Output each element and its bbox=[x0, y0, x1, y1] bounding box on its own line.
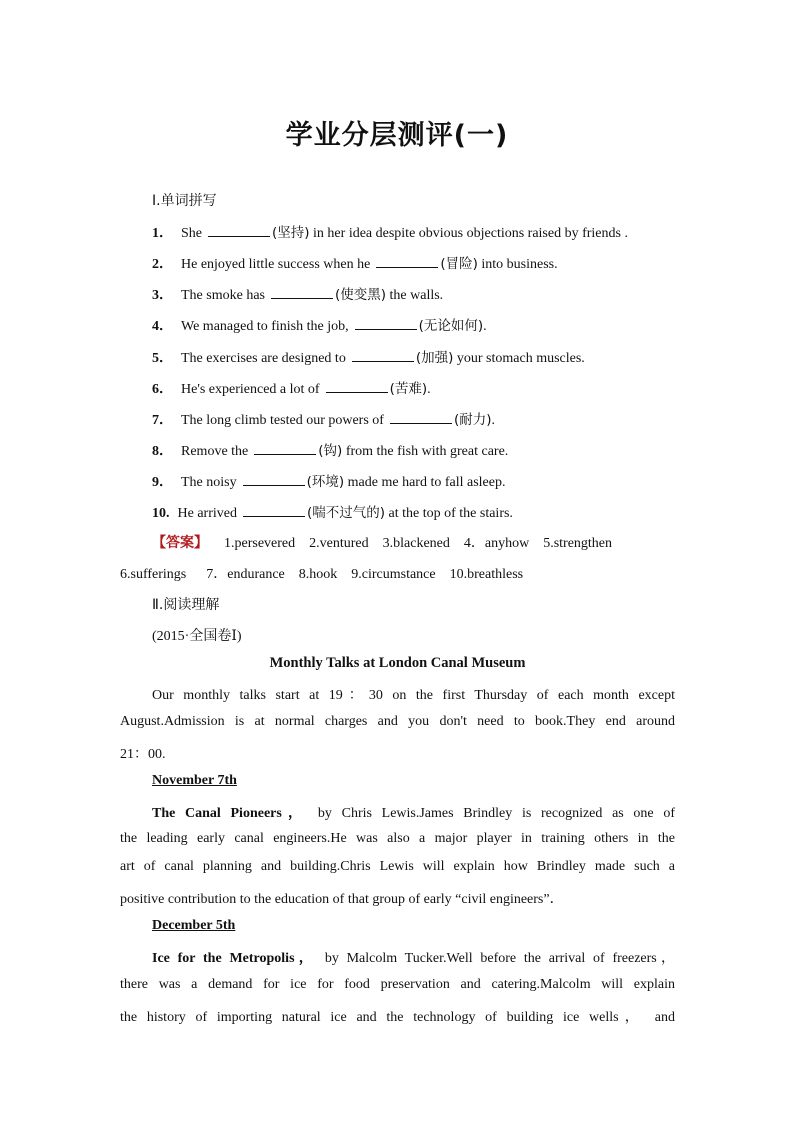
answer-line-2 bbox=[120, 563, 675, 583]
question-text-after: into business. bbox=[481, 257, 558, 272]
question-number: 1． bbox=[152, 226, 173, 241]
question-number: 8． bbox=[152, 444, 173, 459]
question-2 bbox=[152, 252, 675, 273]
answer-item: 2.ventured bbox=[309, 536, 369, 551]
talk-line: there was a demand for ice for food preservation and catering.Malcolm will explain bbox=[120, 977, 675, 992]
question-hint: (冒险) bbox=[440, 256, 478, 272]
answer-blank bbox=[355, 317, 417, 330]
question-text-after: . bbox=[427, 382, 431, 397]
answer-item: 8.hook bbox=[298, 567, 338, 582]
question-text-after: made me hard to fall asleep. bbox=[347, 475, 506, 490]
question-text-after: from the fish with great care. bbox=[345, 444, 509, 459]
question-hint: (耐力) bbox=[453, 412, 492, 428]
question-text-before: He enjoyed little success when he bbox=[181, 257, 371, 272]
section-2-heading: Ⅱ.阅读理解 bbox=[152, 597, 220, 613]
intro-line: Our monthly talks start at 19：30 on the first Thursday of each month except bbox=[152, 688, 675, 703]
question-hint: (坚持) bbox=[272, 225, 310, 241]
answer-item: 4．anyhow bbox=[463, 536, 530, 551]
answer-item: 3.blackened bbox=[382, 536, 450, 551]
talk-name: Ice for the Metropolis， bbox=[152, 951, 318, 966]
talk-date-text: December 5th bbox=[152, 918, 236, 933]
page-title: 学业分层测评(一) bbox=[285, 120, 509, 151]
question-number: 2． bbox=[152, 257, 173, 272]
answer-item: 9.circumstance bbox=[351, 567, 436, 582]
question-text-before: He's experienced a lot of bbox=[181, 382, 320, 397]
answer-item: 5.strengthen bbox=[543, 536, 613, 551]
question-number: 7． bbox=[152, 413, 173, 428]
question-hint: (使变黑) bbox=[334, 287, 387, 303]
intro-line: August.Admission is at normal charges and you don't need to book.They end around bbox=[120, 714, 675, 729]
question-number: 10. bbox=[152, 506, 170, 521]
talk-line: the history of importing natural ice and the technology of building ice wells， and bbox=[120, 1010, 675, 1025]
question-number: 9． bbox=[152, 475, 173, 490]
question-text-after: in her idea despite obvious objections raised by friends . bbox=[313, 226, 628, 241]
answer-blank bbox=[390, 411, 452, 424]
answer-blank bbox=[326, 380, 388, 393]
answer-blank bbox=[243, 504, 305, 517]
question-text-after: . bbox=[483, 319, 487, 334]
question-hint: (无论如何) bbox=[418, 318, 484, 334]
passage-title: Monthly Talks at London Canal Museum bbox=[269, 655, 526, 671]
answer-blank bbox=[352, 349, 414, 362]
question-10 bbox=[152, 501, 675, 522]
answer-blank bbox=[271, 286, 333, 299]
intro-line: 21：00. bbox=[120, 747, 166, 762]
question-number: 3． bbox=[152, 288, 173, 303]
question-text-before: The smoke has bbox=[181, 288, 265, 303]
answer-blank bbox=[254, 442, 316, 455]
question-4 bbox=[152, 314, 675, 335]
question-hint: (加强) bbox=[415, 350, 454, 366]
talk-line: the leading early canal engineers.He was also a major player in training others in the bbox=[120, 831, 675, 846]
answer-item: 10.breathless bbox=[449, 567, 524, 582]
question-text-before: Remove the bbox=[181, 444, 249, 459]
question-text-before: We managed to finish the job, bbox=[181, 319, 349, 334]
question-text-before: The long climb tested our powers of bbox=[181, 413, 384, 428]
talk-name: The Canal Pioneers， bbox=[152, 806, 309, 821]
question-hint: (环境) bbox=[306, 474, 345, 490]
question-hint: (苦难) bbox=[389, 381, 428, 397]
question-7 bbox=[152, 408, 675, 429]
answer-item: 6.sufferings bbox=[120, 567, 187, 582]
answer-item: 1.persevered bbox=[224, 536, 296, 551]
question-hint: (钩) bbox=[318, 443, 343, 459]
talk-date bbox=[152, 918, 675, 934]
question-hint: (喘不过气的) bbox=[306, 505, 386, 521]
answer-line-1 bbox=[152, 532, 675, 552]
answer-blank bbox=[376, 255, 438, 268]
talk-first-line bbox=[152, 947, 675, 967]
question-number: 6． bbox=[152, 382, 173, 397]
question-text-after: at the top of the stairs. bbox=[388, 506, 513, 521]
answer-blank bbox=[208, 224, 270, 237]
question-6 bbox=[152, 377, 675, 398]
question-9 bbox=[152, 470, 675, 491]
passage-source: (2015·全国卷Ⅰ) bbox=[152, 629, 242, 644]
question-3 bbox=[152, 283, 675, 304]
question-text-before: The noisy bbox=[181, 475, 237, 490]
talk-date-text: November 7th bbox=[152, 773, 237, 788]
question-text-before: The exercises are designed to bbox=[181, 351, 346, 366]
answer-item: 7．endurance bbox=[206, 567, 285, 582]
talk-text: by Malcolm Tucker.Well before the arrival of freezers， bbox=[324, 951, 676, 966]
answer-label: 【答案】 bbox=[152, 535, 208, 551]
question-text-before: He arrived bbox=[177, 506, 237, 521]
answer-blank bbox=[243, 473, 305, 486]
question-text-after: your stomach muscles. bbox=[456, 351, 585, 366]
question-1 bbox=[152, 221, 675, 242]
talk-first-line bbox=[152, 802, 675, 822]
question-number: 5． bbox=[152, 351, 173, 366]
talk-line: positive contribution to the education of that group of early “civil engineers”． bbox=[120, 892, 564, 907]
question-number: 4． bbox=[152, 319, 173, 334]
talk-text: by Chris Lewis.James Brindley is recognized as one of bbox=[317, 806, 676, 821]
talk-line: art of canal planning and building.Chris Lewis will explain how Brindley made such a bbox=[120, 859, 675, 874]
question-text-after: the walls. bbox=[389, 288, 444, 303]
talk-date bbox=[152, 773, 675, 789]
question-5 bbox=[152, 346, 675, 367]
question-text-before: She bbox=[181, 226, 202, 241]
question-text-after: . bbox=[491, 413, 495, 428]
section-1-heading: Ⅰ.单词拼写 bbox=[152, 193, 217, 209]
question-8 bbox=[152, 439, 675, 460]
